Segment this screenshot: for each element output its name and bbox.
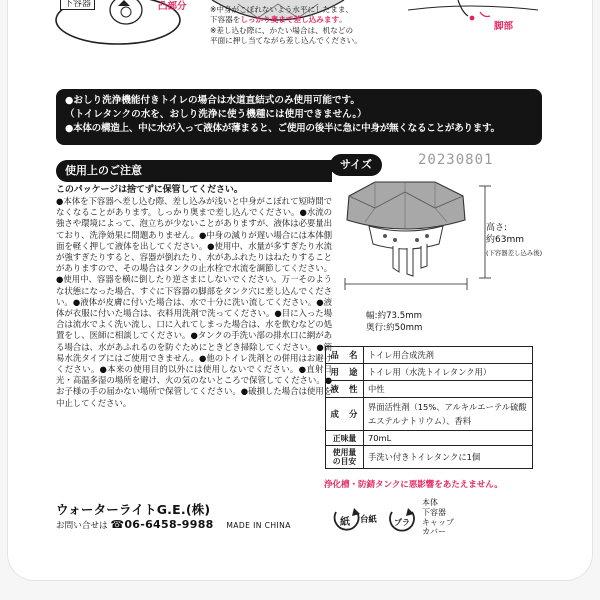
- protrusion-label: 凸部分: [158, 1, 187, 12]
- spec-row-usage-amount: [326, 446, 533, 469]
- spec-value: トイレ用合成洗剤: [364, 347, 533, 364]
- usage-notes-text: ●本体を下容器へ差し込む際、差し込みが浅いと中身がこぼれて短時間でなくなることがあります。しっかり奥まで差し込んでください。●水流の強さや環境によって、泡立ちが少ないことがありますが、液体は必要量出ており、洗浄効果に問題ありません。●中身の減りが遅い場合には本体側面を軽く押して液体を出してください。●使用中、水量が多すぎたり水流が強すぎたりすると、容器が倒れたり、水があふれたりはねたりすることがありますので、その場合はタンクの止水栓で水流を調節してください。●使用中、容器を横に倒したり逆さまにしないでください。万一そのような状態になった場合、すぐに下容器の脚部をタンク穴に差し込んでください。●液体が皮膚に付いた場合は、水で十分に洗い流してください。●液体が衣服に付いた場合は、衣料用洗剤で洗ってください。●目に入った場合は流水でよく洗い流し、口に入れてしまった場合は、水を飲むなどの処置をし、医師に相談してください。●タンクの手洗い部の排水口に網がある場合は、水があふれるのを防ぐためにときどき掃除してください。●簡易水洗タイプにはご使用できません。●他のトイレ洗剤との併用はお避けください。●本来の使用目的以外には使用しないでください。●直射日光・高温多湿の場所を避け、火の気のないところで保管してください。●お子様の手の届かない場所で保管してください。●破損した場合は使用を中止してください。: [56, 196, 332, 408]
- plastic-part-lower-container: 下容器: [422, 507, 446, 517]
- note-line-1: ※中身がこぼれないよう水平にしたまま、: [210, 5, 354, 14]
- usage-notes-body: [56, 184, 332, 409]
- spec-key: 品 名: [326, 347, 364, 364]
- usage-notes-header: [56, 160, 332, 182]
- toilet-compatibility-warning: [56, 89, 542, 145]
- spec-row-liquid-property: [326, 381, 533, 398]
- spec-value: 界面活性剤（15%、アルキルエーテル硫酸エステルナトリウム）、香料: [364, 398, 533, 431]
- spec-value: 70mL: [364, 431, 533, 446]
- spec-key: 正味量: [326, 431, 364, 446]
- note-line-2-c: 。: [339, 15, 347, 25]
- spec-key: 使用量の目安: [326, 446, 364, 469]
- lower-container-tag: 下容器: [60, 0, 95, 10]
- plastic-part-body: 本体: [422, 498, 438, 507]
- package-back-panel: [8, 0, 592, 580]
- height-dimension: [486, 222, 542, 259]
- leg-label: 脚部: [494, 21, 514, 32]
- phone-icon: ☎: [110, 518, 125, 531]
- septic-tank-safe-note: 浄化槽・防錆タンクに悪影響をあたえません。: [324, 480, 503, 490]
- size-header: サイズ: [330, 154, 382, 176]
- insertion-notes: [210, 5, 370, 47]
- spec-value: トイレ用（水洗トイレタンク用）: [364, 364, 533, 381]
- tank-hole-illustration: [408, 0, 568, 30]
- plastic-part-cover: カバー: [422, 527, 446, 537]
- height-label: 高さ:: [486, 223, 508, 233]
- plastic-recycle-parts: [422, 498, 454, 537]
- paper-recycle-label: 台紙: [360, 514, 377, 524]
- spec-key: 液 性: [326, 381, 364, 398]
- warning-line-2: （トイレタンクの水を、おしり洗浄に使う機種には使用できません。）: [65, 109, 367, 120]
- note-line-2-emphasis: しっかり奥まで差し込みます: [240, 15, 340, 25]
- phone-number: 06-6458-9988: [124, 518, 214, 531]
- plastic-recycle-icon: [388, 506, 418, 536]
- spec-row-ingredients: [326, 398, 533, 431]
- width-value: 幅:約73.5mm: [366, 311, 422, 321]
- usage-notes-title: 使用上のご注意: [65, 164, 150, 177]
- note-line-2-a: 下容器を: [210, 15, 241, 25]
- paper-mark: 紙: [340, 517, 350, 528]
- height-value: 約63mm: [486, 235, 524, 246]
- warning-line-1: ●おしり洗浄機能付きトイレの場合は水道直結式のみ使用可能です。: [65, 95, 360, 106]
- keep-package-notice: このパッケージは捨てずに保管してください。: [56, 185, 243, 195]
- spec-row-name: [326, 347, 533, 364]
- width-depth-dimensions: [366, 310, 422, 334]
- warning-line-3: ●本体の構造上、中に水が入って液体が薄まると、ご使用の後半に急に中身が無くなることがあります。: [65, 123, 500, 134]
- made-in-label: MADE IN CHINA: [226, 521, 291, 530]
- plastic-part-cap: キャップ: [422, 517, 454, 527]
- plastic-mark: プラ: [394, 518, 410, 527]
- note-line-3: ※差し込む際に、かたい場合は、机などの: [210, 25, 354, 35]
- company-name: ウォーターライトG.E.(株): [56, 502, 211, 517]
- note-line-4: 平面に押し当てながら差し込んでください。: [210, 36, 362, 46]
- spec-row-usage: [326, 364, 533, 381]
- lot-code: 20230801: [418, 152, 494, 168]
- height-note: (下容器差し込み後): [486, 248, 543, 257]
- product-spec-table: [325, 346, 533, 469]
- spec-value: 手洗い付きトイレタンクに1個: [364, 446, 533, 469]
- contact-line: [56, 518, 291, 531]
- depth-value: 奥行:約50mm: [366, 323, 423, 334]
- spec-row-net-volume: [326, 431, 533, 446]
- note-line-2: [210, 15, 370, 25]
- spec-key: 成 分: [326, 398, 364, 431]
- spec-key: 用 途: [326, 364, 364, 381]
- contact-label: お問い合せは: [56, 521, 108, 531]
- spec-value: 中性: [364, 381, 533, 398]
